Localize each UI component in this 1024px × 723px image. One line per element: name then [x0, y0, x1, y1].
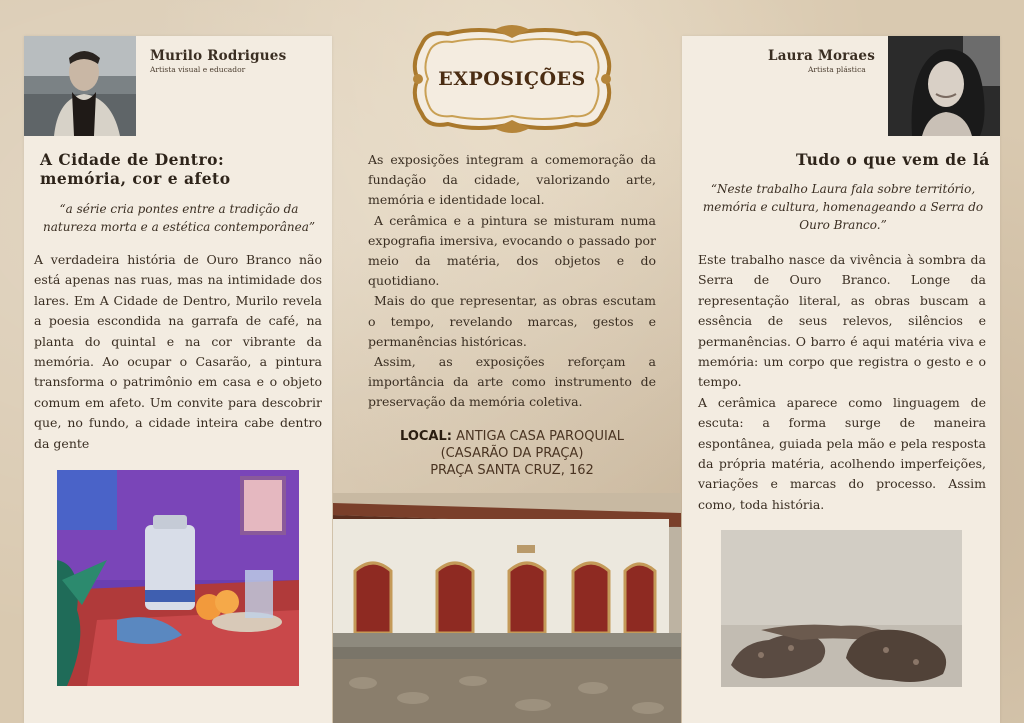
- left-title-line2: memória, cor e afeto: [40, 169, 231, 188]
- murilo-portrait-image: [24, 36, 136, 136]
- right-paragraph: A cerâmica aparece como linguagem de escuta: a forma surge de maneira espontânea, guiada pela mão e pela resposta da própria matéria, acolhendo imperfeições, variações e marcas do processo. Assim como, toda história.: [698, 394, 986, 512]
- right-title: Tudo o que vem de lá: [796, 150, 990, 169]
- right-quote: “Neste trabalho Laura fala sobre território, memória e cultura, homenageando a Serra do Ouro Branco.”: [702, 182, 984, 232]
- right-paragraph: Este trabalho nasce da vivência à sombra da Serra de Ouro Branco. Longe da representação literal, as obras buscam a essência de seus relevos, silêncios e permanências. O barro é aqui matéria viva e memória: um corpo que registra o gesto e o tempo.: [698, 252, 986, 390]
- left-quote: “a série cria pontes entre a tradição da natureza morta e a estética contemporânea”: [42, 202, 315, 234]
- center-paragraph: As exposições integram a comemoração da fundação da cidade, valorizando arte, memória e identidade local.: [368, 152, 656, 208]
- right-artist-name: Laura Moraes: [768, 48, 876, 64]
- ceramic-sculpture-image: [721, 530, 962, 687]
- center-paragraph: Assim, as exposições reforçam a importância da arte como instrumento de preservação da memória coletiva.: [368, 354, 656, 410]
- left-title-line1: A Cidade de Dentro:: [40, 150, 225, 169]
- title-ornamental-frame: [408, 24, 616, 134]
- laura-portrait-image: [888, 36, 1000, 136]
- page-title: EXPOSIÇÕES: [438, 68, 586, 90]
- location-block: [360, 428, 664, 479]
- center-paragraph: Mais do que representar, as obras escutam o tempo, revelando marcas, gestos e permanências históricas.: [368, 293, 656, 349]
- location-label: LOCAL:: [400, 429, 452, 444]
- location-line1: ANTIGA CASA PAROQUIAL: [456, 429, 624, 444]
- right-artist-role: Artista plástica: [808, 65, 866, 74]
- location-line2: (CASARÃO DA PRAÇA): [440, 446, 584, 461]
- left-body-text: A verdadeira história de Ouro Branco não está apenas nas ruas, mas na intimidade dos lares. Em A Cidade de Dentro, Murilo revela a poesia escondida na garrafa de café, na planta do quintal e na cor vibrante da memória. Ao ocupar o Casarão, a pintura transforma o patrimônio em casa e o objeto comum em afeto. Um convite para descobrir que, no fundo, a cidade inteira cabe dentro da gente: [34, 252, 322, 451]
- right-body-text: [698, 250, 986, 515]
- location-line3: PRAÇA SANTA CRUZ, 162: [430, 463, 594, 478]
- still-life-painting-image: [57, 470, 299, 686]
- left-artist-name: Murilo Rodrigues: [150, 48, 287, 64]
- center-paragraph: A cerâmica e a pintura se misturam numa expografia imersiva, evocando o passado por meio da matéria, dos objetos e do quotidiano.: [368, 212, 656, 289]
- center-body-text: [368, 150, 656, 413]
- left-artist-role: Artista visual e educador: [150, 65, 246, 74]
- casarao-building-image: [333, 493, 681, 723]
